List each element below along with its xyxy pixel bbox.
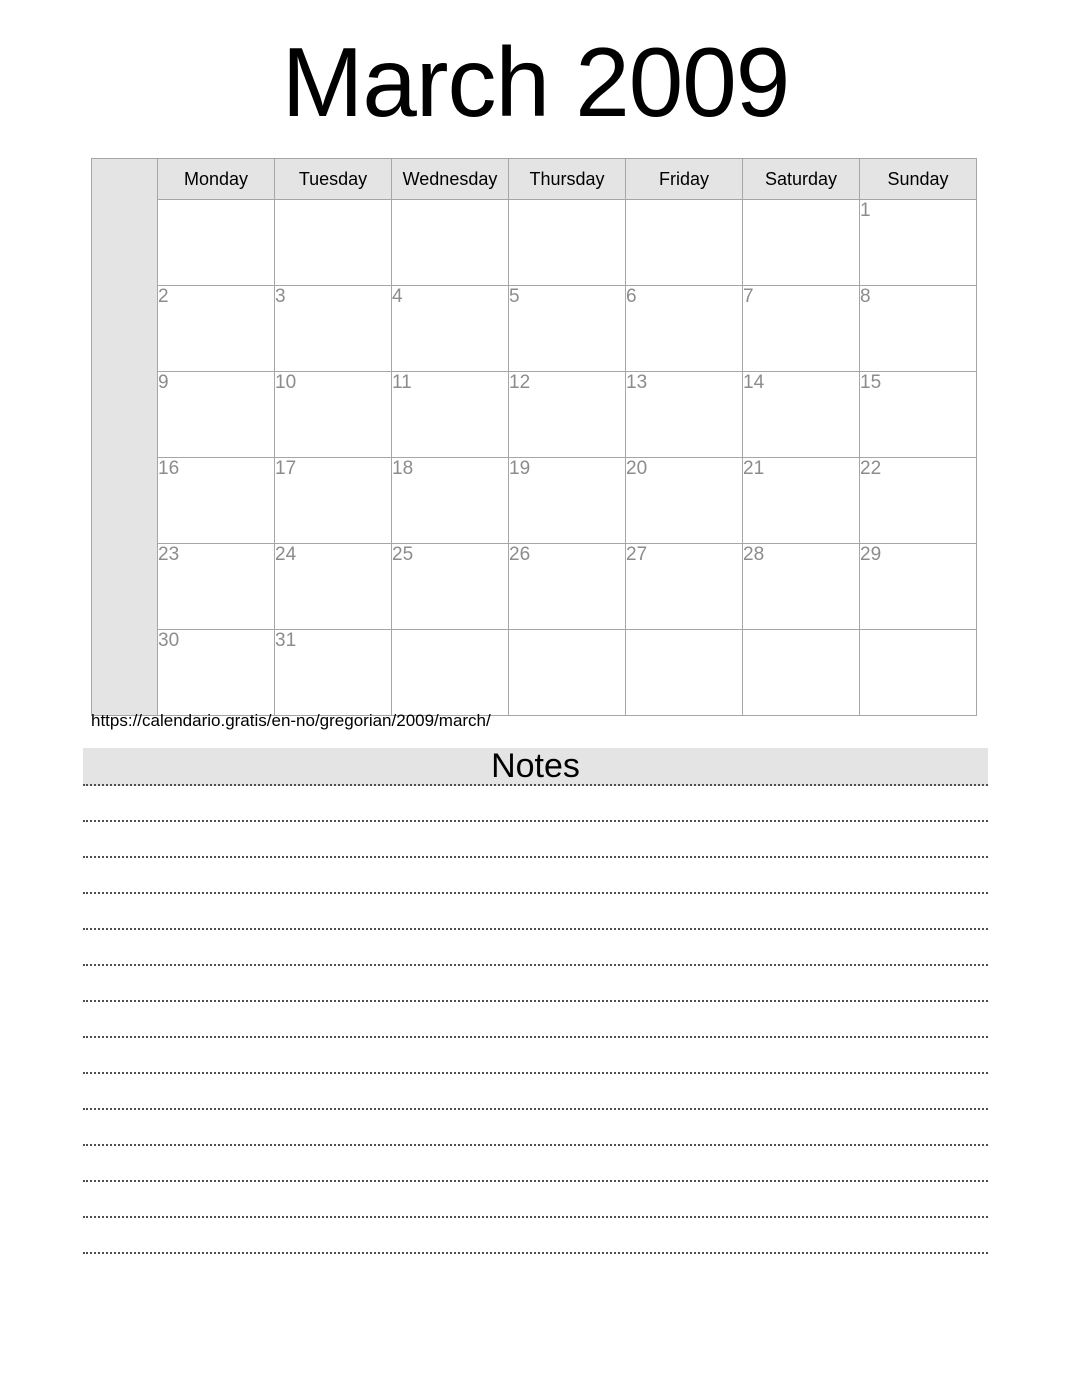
day-cell: [743, 630, 860, 716]
note-line: [83, 1002, 988, 1038]
weekday-header-sunday: Sunday: [860, 159, 977, 200]
note-line: [83, 786, 988, 822]
week-row-4: [92, 458, 977, 544]
day-cell: [158, 200, 275, 286]
day-cell: 3: [275, 286, 392, 372]
note-line: [83, 1146, 988, 1182]
note-line: [83, 1074, 988, 1110]
day-cell: 11: [392, 372, 509, 458]
day-cell: [860, 630, 977, 716]
weekday-header-row: [92, 159, 977, 200]
note-line: [83, 1110, 988, 1146]
day-cell: 13: [626, 372, 743, 458]
weekday-header-saturday: Saturday: [743, 159, 860, 200]
day-cell: 9: [158, 372, 275, 458]
day-cell: 29: [860, 544, 977, 630]
day-cell: 22: [860, 458, 977, 544]
day-cell: [509, 200, 626, 286]
note-line: [83, 930, 988, 966]
day-cell: 21: [743, 458, 860, 544]
weekday-header-friday: Friday: [626, 159, 743, 200]
day-cell: 7: [743, 286, 860, 372]
note-line: [83, 894, 988, 930]
note-line: [83, 858, 988, 894]
day-cell: 14: [743, 372, 860, 458]
day-cell: 4: [392, 286, 509, 372]
note-line: [83, 1038, 988, 1074]
note-line: [83, 1182, 988, 1218]
day-cell: 19: [509, 458, 626, 544]
notes-title: Notes: [491, 747, 580, 785]
weekday-header-wednesday: Wednesday: [392, 159, 509, 200]
page-title: March 2009: [281, 27, 790, 137]
day-cell: 23: [158, 544, 275, 630]
week-row-3: [92, 372, 977, 458]
day-cell: 10: [275, 372, 392, 458]
note-line: [83, 966, 988, 1002]
day-cell: 28: [743, 544, 860, 630]
note-line: [83, 822, 988, 858]
day-cell: [626, 200, 743, 286]
day-cell: 12: [509, 372, 626, 458]
day-cell: [743, 200, 860, 286]
day-cell: 25: [392, 544, 509, 630]
day-cell: 2: [158, 286, 275, 372]
weekday-header-thursday: Thursday: [509, 159, 626, 200]
weekday-header-tuesday: Tuesday: [275, 159, 392, 200]
notes-section: [83, 748, 988, 1254]
day-cell: 1: [860, 200, 977, 286]
day-cell: 17: [275, 458, 392, 544]
day-cell: 30: [158, 630, 275, 716]
day-cell: [275, 200, 392, 286]
day-cell: [392, 200, 509, 286]
calendar-left-spine: [92, 159, 158, 716]
source-url: https://calendario.gratis/en-no/gregorian/2009/march/: [91, 711, 491, 730]
day-cell: 5: [509, 286, 626, 372]
note-line: [83, 1218, 988, 1254]
calendar-table: [91, 158, 977, 716]
week-row-5: [92, 544, 977, 630]
day-cell: [392, 630, 509, 716]
day-cell: 26: [509, 544, 626, 630]
day-cell: [509, 630, 626, 716]
week-row-2: [92, 286, 977, 372]
week-row-1: [92, 200, 977, 286]
day-cell: 15: [860, 372, 977, 458]
notes-header: [83, 748, 988, 786]
day-cell: [626, 630, 743, 716]
day-cell: 16: [158, 458, 275, 544]
day-cell: 18: [392, 458, 509, 544]
day-cell: 31: [275, 630, 392, 716]
day-cell: 8: [860, 286, 977, 372]
weekday-header-monday: Monday: [158, 159, 275, 200]
day-cell: 24: [275, 544, 392, 630]
day-cell: 6: [626, 286, 743, 372]
day-cell: 27: [626, 544, 743, 630]
day-cell: 20: [626, 458, 743, 544]
week-row-6: [92, 630, 977, 716]
